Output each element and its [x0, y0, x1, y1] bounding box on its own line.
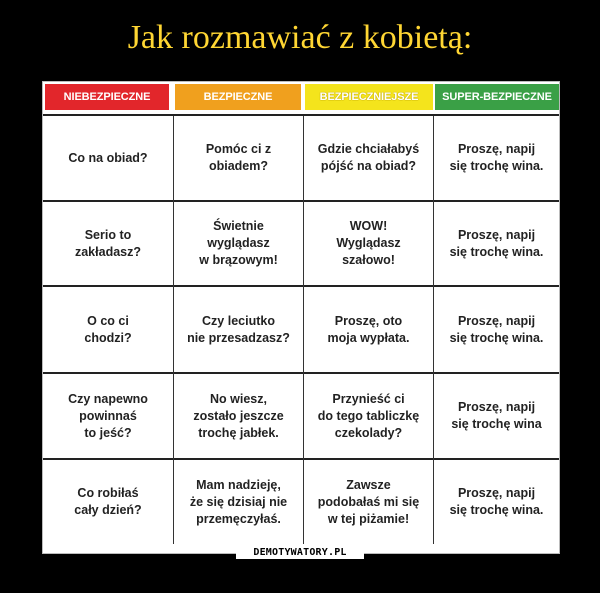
cell-dangerous: Czy napewno powinnaś to jeść? — [68, 391, 148, 440]
watermark: DEMOTYWATORY.PL — [253, 547, 347, 558]
cell-safer: Zawsze podobałaś mi się w tej piżamie! — [317, 477, 420, 526]
cell-super-safe: Proszę, napij się trochę wina. — [449, 313, 544, 345]
cell-safer: Proszę, oto moja wypłata. — [327, 313, 410, 345]
page-title: Jak rozmawiać z kobietą: — [127, 19, 473, 56]
cell-safe: Świetnie wyglądasz w brązowym! — [199, 219, 278, 267]
cell-safe: Czy leciutko nie przesadzasz? — [187, 313, 290, 345]
cell-safe: Pomóc ci z obiadem? — [205, 142, 272, 173]
cell-dangerous: Serio to zakładasz? — [74, 227, 141, 259]
cell-super-safe: Proszę, napij się trochę wina. — [449, 486, 544, 517]
cell-super-safe: Proszę, napij się trochę wina. — [449, 142, 544, 173]
cell-safer: WOW! Wyglądasz szałowo! — [336, 219, 401, 267]
cell-super-safe: Proszę, napij się trochę wina — [451, 400, 542, 431]
cell-dangerous: Co na obiad? — [68, 150, 148, 165]
header-row — [43, 82, 559, 115]
header-dangerous: NIEBEZPIECZNE — [45, 84, 169, 110]
cell-safe: Mam nadzieję, że się dzisiaj nie przemęczyłaś. — [189, 477, 288, 526]
cell-safe: No wiesz, zostało jeszcze trochę jabłek. — [193, 391, 284, 440]
header-safe: BEZPIECZNE — [175, 84, 301, 110]
cell-safer: Gdzie chciałabyś pójść na obiad? — [317, 142, 420, 173]
poster — [42, 81, 560, 554]
cell-super-safe: Proszę, napij się trochę wina. — [449, 227, 544, 259]
cell-dangerous: O co ci chodzi? — [84, 313, 132, 345]
cell-dangerous: Co robiłaś cały dzień? — [74, 486, 142, 517]
cell-safer: Przynieść ci do tego tabliczkę czekolady? — [317, 391, 420, 440]
header-safer: BEZPIECZNIEJSZE — [305, 84, 433, 110]
header-super-safe: SUPER-BEZPIECZNE — [435, 84, 559, 110]
